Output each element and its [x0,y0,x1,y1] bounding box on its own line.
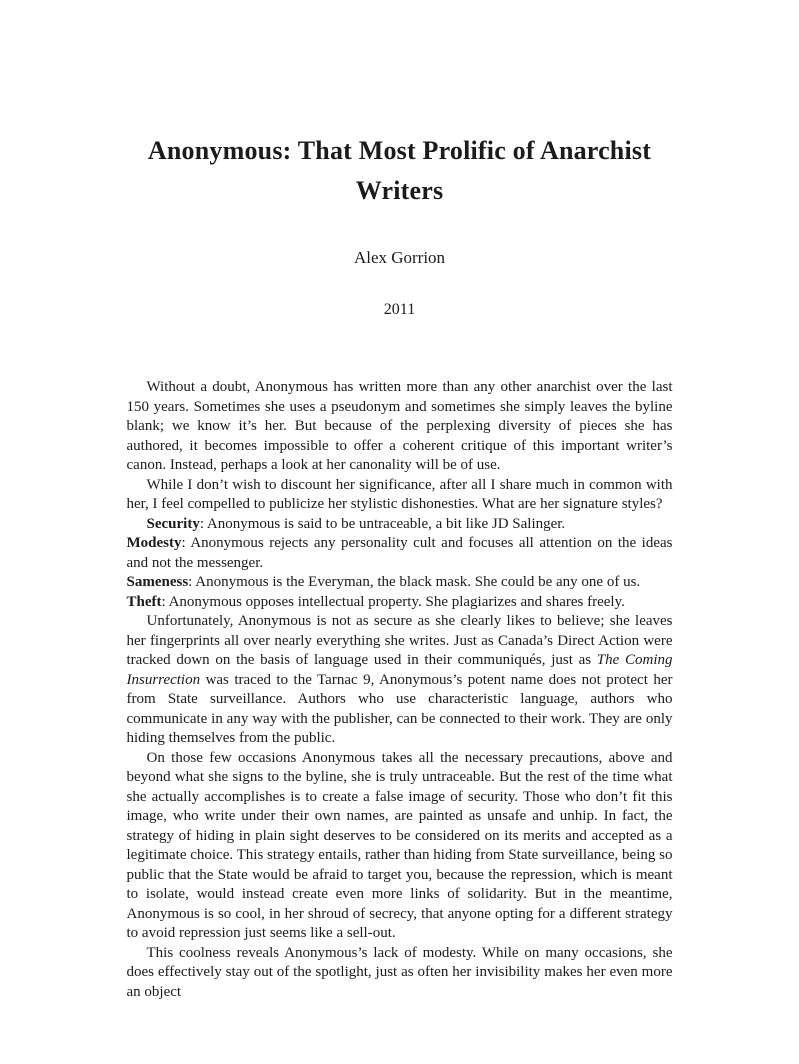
paragraph [127,612,673,749]
document-author: Alex Gorrion [353,248,446,267]
text-segment: Without a doubt, Anonymous has written more than any other anarchist over the last 150 years. Sometimes she uses a pseudonym and sometimes she simply leaves the byline blank; we know it’s her. But because of the perplexing diversity of pieces she has authored, it becomes impossible to offer a coherent critique of this important writer’s canon. Instead, perhaps a look at her canonality will be of use. [126,379,673,473]
paragraph [127,593,673,613]
paragraph [127,378,673,476]
text-segment: The Coming Insurrection [126,652,673,688]
text-segment: : Anonymous opposes intellectual property. She plagiarizes and shares freely. [161,593,625,610]
paragraph [127,944,673,1003]
text-segment: Modesty [126,535,182,551]
text-segment: : Anonymous is the Everyman, the black mask. She could be any one of us. [188,574,641,590]
paragraph [127,749,673,944]
text-segment: Security [146,515,200,532]
paragraph [127,573,673,593]
text-segment: This coolness reveals Anonymous’s lack of modesty. While on many occasions, she does effectively stay out of the spotlight, just as often her invisibility makes her even more an object [126,944,673,1000]
paragraph [127,515,673,535]
text-segment: Theft [126,593,162,610]
text-segment: Sameness [126,574,189,590]
paragraph [127,476,673,515]
document-title: Anonymous: That Most Prolific of Anarchist Writers [147,136,652,205]
text-segment: was traced to the Tarnac 9, Anonymous’s potent name does not protect her from State surveillance. Authors who use characteristic language, authors who communicate in any way with the publisher, can be connected to their work. They are only hiding themselves from the public. [126,671,673,746]
text-segment: : Anonymous is said to be untraceable, a bit like JD Salinger. [199,515,566,532]
text-segment: Unfortunately, Anonymous is not as secure as she clearly likes to believe; she leaves her fingerprints all over nearly everything she writes. Just as Canada’s Direct Action were tracked down on the basis of language used in their communiqués, just as [126,613,673,668]
document-body [127,378,673,1002]
text-segment: On those few occasions Anonymous takes all the necessary precautions, above and beyond what she signs to the byline, she is truly untraceable. But the rest of the time what she actually accomplishes is to create a false image of security. Those who don’t fit this image, who write under their own names, are painted as unsafe and unhip. In fact, the strategy of hiding in plain sight deserves to be considered on its merits and accepted as a legitimate choice. This strategy entails, rather than hiding from State surveillance, being so public that the State would be afraid to target you, because the repression, which is meant to isolate, would instead create even more links of solidarity. But in the meantime, Anonymous is so cool, in her shroud of secrecy, that anyone opting for a different strategy to avoid repression just seems like a sell-out. [126,749,673,941]
text-segment: : Anonymous rejects any personality cult and focuses all attention on the ideas and not the messenger. [126,535,673,571]
paragraph [127,534,673,573]
text-segment: While I don’t wish to discount her significance, after all I share much in common with her, I feel compelled to publicize her stylistic dishonesties. What are her signature styles? [126,476,673,512]
document-date: 2011 [383,301,416,318]
